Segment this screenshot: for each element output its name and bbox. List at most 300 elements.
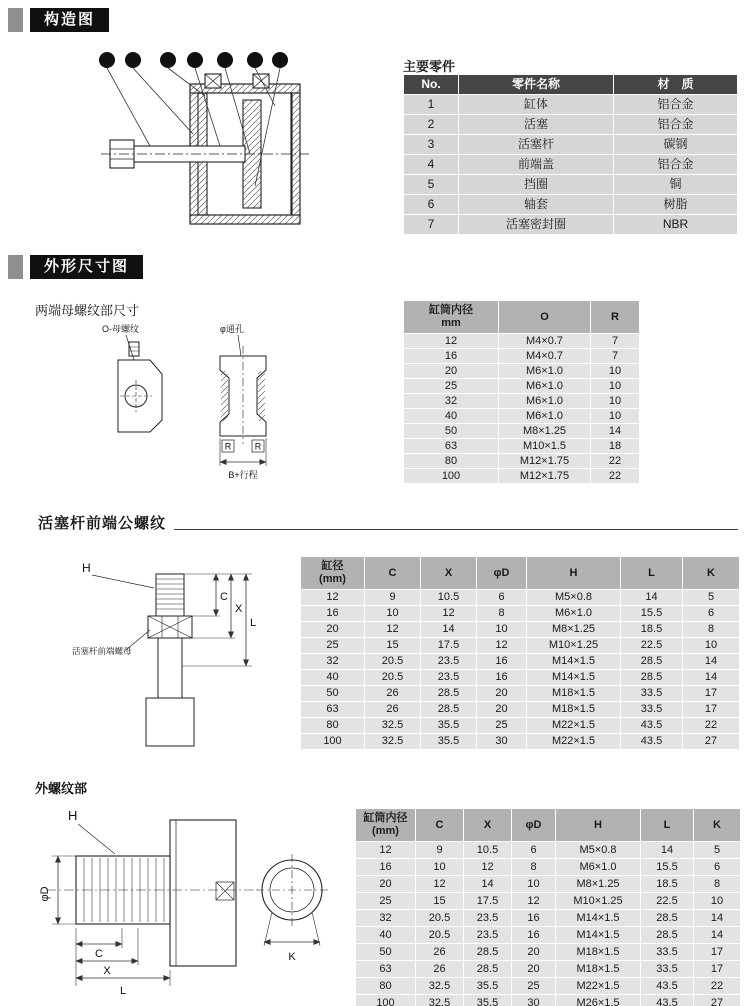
- table-cell: 20: [512, 961, 556, 978]
- table-cell: 16: [404, 349, 499, 364]
- table-cell: M14×1.5: [527, 670, 621, 686]
- table-cell: 22.5: [621, 638, 683, 654]
- r-dim-label: R: [224, 441, 232, 452]
- table-cell: M18×1.5: [527, 686, 621, 702]
- column-header: O: [499, 301, 591, 334]
- k-dim-label: K: [288, 951, 296, 963]
- table-cell: 14: [421, 622, 477, 638]
- table-cell: 16: [512, 927, 556, 944]
- table-row: [356, 961, 741, 978]
- table-cell: 8: [512, 859, 556, 876]
- construction-section-title: 构造图: [30, 8, 109, 32]
- column-header: L: [621, 557, 683, 590]
- table-row: [404, 349, 640, 364]
- x-dim-label: X: [235, 603, 243, 615]
- table-cell: 12: [477, 638, 527, 654]
- table-cell: 6: [404, 195, 459, 215]
- table-cell: 28.5: [621, 670, 683, 686]
- table-row: [301, 590, 740, 606]
- table-row: [301, 654, 740, 670]
- table-cell: 40: [404, 409, 499, 424]
- table-row: [404, 424, 640, 439]
- table-row: [301, 638, 740, 654]
- table-cell: M6×1.0: [556, 859, 641, 876]
- table-cell: 10: [512, 876, 556, 893]
- table-row: [404, 469, 640, 484]
- table-cell: 16: [301, 606, 365, 622]
- table-cell: 7: [404, 215, 459, 235]
- table-cell: 10.5: [464, 842, 512, 859]
- table-cell: 22: [683, 718, 740, 734]
- table-cell: 1: [404, 95, 459, 115]
- column-header: 缸径 (mm): [301, 557, 365, 590]
- table-cell: 5: [404, 175, 459, 195]
- table-row: [404, 364, 640, 379]
- table-cell: 铝合金: [614, 115, 738, 135]
- table-cell: M8×1.25: [527, 622, 621, 638]
- r-dim-label: R: [254, 441, 262, 452]
- callout-number: 3: [104, 55, 110, 67]
- table-cell: 25: [356, 893, 416, 910]
- table-cell: 63: [356, 961, 416, 978]
- section-marker-icon: [8, 8, 23, 32]
- callout-2: [217, 52, 233, 68]
- table-cell: M14×1.5: [527, 654, 621, 670]
- rod-with-nut-drawing: [92, 574, 194, 746]
- h-dim-label: H: [82, 561, 91, 575]
- table-header-row: [404, 75, 738, 95]
- callout-4: [160, 52, 176, 68]
- table-cell: M8×1.25: [499, 424, 591, 439]
- column-header: No.: [404, 75, 459, 95]
- table-cell: 20: [477, 686, 527, 702]
- table-cell: 20.5: [416, 927, 464, 944]
- parts-table: [403, 74, 738, 235]
- table-cell: M22×1.5: [556, 978, 641, 995]
- dimensions-section-title: 外形尺寸图: [30, 255, 143, 279]
- table-cell: 20: [477, 702, 527, 718]
- table-header-row: [301, 557, 740, 590]
- table-cell: M6×1.0: [499, 409, 591, 424]
- column-header: K: [694, 809, 741, 842]
- phi-d-dim-label: φD: [39, 886, 51, 902]
- table-cell: M6×1.0: [499, 394, 591, 409]
- table-cell: 2: [404, 115, 459, 135]
- table-row: [301, 702, 740, 718]
- table-row: [356, 978, 741, 995]
- table-cell: 7: [591, 349, 640, 364]
- table-cell: 63: [301, 702, 365, 718]
- stroke-dim-label: B+行程: [228, 470, 258, 480]
- table-cell: 15: [365, 638, 421, 654]
- table-cell: 17: [683, 686, 740, 702]
- table-cell: 28.5: [464, 961, 512, 978]
- table-cell: M18×1.5: [556, 961, 641, 978]
- table-row: [404, 409, 640, 424]
- table-row: [404, 175, 738, 195]
- table-cell: 32: [356, 910, 416, 927]
- table-cell: 6: [477, 590, 527, 606]
- table-cell: 25: [512, 978, 556, 995]
- female-thread-subtitle: 两端母螺纹部尺寸: [35, 303, 140, 318]
- table-cell: 35.5: [464, 978, 512, 995]
- table-cell: 40: [356, 927, 416, 944]
- table-cell: 树脂: [614, 195, 738, 215]
- table-cell: 20: [356, 876, 416, 893]
- table-cell: 20: [404, 364, 499, 379]
- table-cell: 铝合金: [614, 155, 738, 175]
- table-cell: 100: [356, 995, 416, 1006]
- external-thread-subtitle: 外螺纹部: [35, 781, 88, 796]
- table-cell: 10: [591, 409, 640, 424]
- table-cell: M14×1.5: [556, 910, 641, 927]
- table-cell: 10: [365, 606, 421, 622]
- table-row: [356, 944, 741, 961]
- table-cell: 50: [356, 944, 416, 961]
- table-cell: 15: [416, 893, 464, 910]
- table-row: [356, 842, 741, 859]
- callout-number: 1: [252, 55, 258, 67]
- table-cell: 14: [591, 424, 640, 439]
- table-cell: 20.5: [365, 670, 421, 686]
- table-cell: 10.5: [421, 590, 477, 606]
- table-cell: M5×0.8: [527, 590, 621, 606]
- table-cell: 32: [301, 654, 365, 670]
- table-cell: 15.5: [621, 606, 683, 622]
- male-thread-table: [300, 556, 740, 750]
- column-header: φD: [512, 809, 556, 842]
- table-cell: 43.5: [641, 978, 694, 995]
- table-cell: 6: [694, 859, 741, 876]
- table-cell: 23.5: [464, 910, 512, 927]
- table-cell: 16: [477, 670, 527, 686]
- table-cell: M22×1.5: [527, 734, 621, 750]
- table-cell: 30: [512, 995, 556, 1006]
- table-row: [301, 670, 740, 686]
- table-cell: 100: [301, 734, 365, 750]
- table-cell: 10: [683, 638, 740, 654]
- table-cell: 18.5: [641, 876, 694, 893]
- table-cell: 23.5: [464, 927, 512, 944]
- table-cell: 铜: [614, 175, 738, 195]
- table-cell: 80: [356, 978, 416, 995]
- x-dim-label: X: [103, 965, 111, 977]
- data-table: [403, 74, 738, 235]
- table-cell: 26: [416, 944, 464, 961]
- table-cell: M14×1.5: [556, 927, 641, 944]
- table-cell: 14: [621, 590, 683, 606]
- table-cell: 43.5: [621, 718, 683, 734]
- table-cell: 25: [301, 638, 365, 654]
- table-cell: 33.5: [621, 702, 683, 718]
- table-row: [404, 439, 640, 454]
- table-cell: 缸体: [459, 95, 614, 115]
- table-cell: 14: [683, 670, 740, 686]
- table-cell: 17: [694, 961, 741, 978]
- table-cell: 22: [591, 454, 640, 469]
- table-cell: 20: [512, 944, 556, 961]
- data-table: [300, 556, 740, 750]
- table-cell: 50: [301, 686, 365, 702]
- table-cell: 23.5: [421, 670, 477, 686]
- table-cell: 挡圈: [459, 175, 614, 195]
- table-cell: 26: [416, 961, 464, 978]
- table-cell: 20: [301, 622, 365, 638]
- table-cell: 14: [694, 910, 741, 927]
- table-cell: 17: [694, 944, 741, 961]
- table-cell: 17: [683, 702, 740, 718]
- table-cell: M6×1.0: [499, 379, 591, 394]
- column-header: 缸筒内径 mm: [404, 301, 499, 334]
- table-cell: 10: [694, 893, 741, 910]
- female-thread-diagram: [90, 320, 300, 484]
- table-row: [404, 454, 640, 469]
- column-header: H: [556, 809, 641, 842]
- table-cell: 17.5: [421, 638, 477, 654]
- table-row: [404, 115, 738, 135]
- construction-diagram: [55, 46, 325, 234]
- rod-nut-label: 活塞杆前端螺母: [72, 646, 132, 656]
- table-cell: M10×1.5: [499, 439, 591, 454]
- table-cell: M10×1.25: [556, 893, 641, 910]
- table-cell: 32.5: [416, 978, 464, 995]
- table-row: [301, 622, 740, 638]
- column-header: C: [365, 557, 421, 590]
- table-cell: 28.5: [464, 944, 512, 961]
- table-cell: 8: [694, 876, 741, 893]
- external-thread-diagram: [18, 798, 338, 1004]
- callout-number: 2: [222, 55, 228, 67]
- column-header: L: [641, 809, 694, 842]
- table-row: [356, 910, 741, 927]
- callout-number: 7: [277, 55, 283, 67]
- through-hole-label: φ通孔: [220, 324, 244, 334]
- table-row: [356, 893, 741, 910]
- c-dim-label: C: [95, 948, 103, 960]
- l-dim-label: L: [250, 617, 257, 629]
- table-cell: 35.5: [421, 718, 477, 734]
- table-cell: 18.5: [621, 622, 683, 638]
- table-cell: 活塞密封圈: [459, 215, 614, 235]
- external-thread-table: [355, 808, 741, 1006]
- callout-number: 5: [130, 55, 136, 67]
- callout-1: [247, 52, 263, 68]
- table-cell: 63: [404, 439, 499, 454]
- table-cell: 26: [365, 702, 421, 718]
- female-thread-label: O-母螺纹: [102, 324, 139, 334]
- table-cell: 9: [365, 590, 421, 606]
- data-table: [355, 808, 741, 1006]
- table-cell: 27: [683, 734, 740, 750]
- table-cell: M6×1.0: [499, 364, 591, 379]
- table-cell: 22: [694, 978, 741, 995]
- table-cell: 25: [477, 718, 527, 734]
- male-thread-diagram: [70, 548, 270, 748]
- table-cell: 22.5: [641, 893, 694, 910]
- table-cell: 铝合金: [614, 95, 738, 115]
- table-cell: NBR: [614, 215, 738, 235]
- data-table: [403, 300, 640, 484]
- table-cell: 23.5: [421, 654, 477, 670]
- table-cell: 43.5: [641, 995, 694, 1006]
- table-cell: 18: [591, 439, 640, 454]
- table-cell: 轴套: [459, 195, 614, 215]
- callout-7: [272, 52, 288, 68]
- table-cell: 15.5: [641, 859, 694, 876]
- table-cell: 12: [512, 893, 556, 910]
- column-header: X: [464, 809, 512, 842]
- female-thread-end-view: [118, 335, 162, 432]
- table-row: [404, 95, 738, 115]
- table-row: [404, 379, 640, 394]
- table-row: [301, 606, 740, 622]
- table-cell: M8×1.25: [556, 876, 641, 893]
- cylinder-section-drawing: [101, 74, 311, 224]
- column-header: φD: [477, 557, 527, 590]
- table-cell: 3: [404, 135, 459, 155]
- table-cell: 10: [591, 394, 640, 409]
- table-row: [301, 686, 740, 702]
- table-cell: 14: [694, 927, 741, 944]
- table-cell: M4×0.7: [499, 349, 591, 364]
- table-cell: 40: [301, 670, 365, 686]
- table-cell: 80: [301, 718, 365, 734]
- table-row: [404, 195, 738, 215]
- table-row: [356, 859, 741, 876]
- male-thread-title: 活塞杆前端公螺纹: [38, 515, 167, 532]
- table-cell: 5: [694, 842, 741, 859]
- table-cell: 10: [477, 622, 527, 638]
- table-cell: 8: [477, 606, 527, 622]
- section-header-construction: [8, 8, 109, 32]
- table-row: [301, 718, 740, 734]
- table-cell: 32.5: [416, 995, 464, 1006]
- table-cell: 12: [421, 606, 477, 622]
- column-header: 零件名称: [459, 75, 614, 95]
- column-header: 缸筒内径 (mm): [356, 809, 416, 842]
- table-cell: 20.5: [416, 910, 464, 927]
- table-cell: M18×1.5: [556, 944, 641, 961]
- table-row: [356, 995, 741, 1006]
- table-row: [404, 155, 738, 175]
- table-cell: 100: [404, 469, 499, 484]
- table-cell: 16: [477, 654, 527, 670]
- column-header: K: [683, 557, 740, 590]
- table-cell: 27: [694, 995, 741, 1006]
- table-cell: 17.5: [464, 893, 512, 910]
- column-header: 材 质: [614, 75, 738, 95]
- table-cell: 28.5: [421, 686, 477, 702]
- table-cell: 碳钢: [614, 135, 738, 155]
- table-cell: 26: [365, 686, 421, 702]
- table-cell: 6: [512, 842, 556, 859]
- table-cell: 25: [404, 379, 499, 394]
- table-cell: 活塞杆: [459, 135, 614, 155]
- column-header: R: [591, 301, 640, 334]
- table-cell: M12×1.75: [499, 469, 591, 484]
- column-header: X: [421, 557, 477, 590]
- callout-6: [187, 52, 203, 68]
- table-cell: 活塞: [459, 115, 614, 135]
- table-row: [404, 135, 738, 155]
- table-cell: 10: [591, 379, 640, 394]
- column-header: C: [416, 809, 464, 842]
- table-cell: 12: [301, 590, 365, 606]
- table-cell: 30: [477, 734, 527, 750]
- callout-number: 4: [165, 55, 171, 67]
- table-row: [404, 334, 640, 349]
- table-cell: 80: [404, 454, 499, 469]
- callout-balloons: [99, 52, 288, 68]
- table-cell: 28.5: [621, 654, 683, 670]
- l-dim-label: L: [119, 985, 127, 997]
- table-cell: M12×1.75: [499, 454, 591, 469]
- table-cell: 20.5: [365, 654, 421, 670]
- table-cell: 前端盖: [459, 155, 614, 175]
- table-row: [301, 734, 740, 750]
- table-cell: 28.5: [421, 702, 477, 718]
- callout-3: [99, 52, 115, 68]
- table-cell: 12: [404, 334, 499, 349]
- table-cell: 33.5: [641, 944, 694, 961]
- table-row: [356, 876, 741, 893]
- table-header-row: [404, 301, 640, 334]
- table-cell: 32: [404, 394, 499, 409]
- callout-5: [125, 52, 141, 68]
- table-cell: M18×1.5: [527, 702, 621, 718]
- table-cell: 33.5: [621, 686, 683, 702]
- table-cell: 5: [683, 590, 740, 606]
- table-cell: M4×0.7: [499, 334, 591, 349]
- table-cell: M6×1.0: [527, 606, 621, 622]
- table-row: [404, 394, 640, 409]
- table-cell: 12: [464, 859, 512, 876]
- table-cell: 35.5: [421, 734, 477, 750]
- female-thread-table: [403, 300, 640, 484]
- table-cell: 22: [591, 469, 640, 484]
- table-cell: 12: [416, 876, 464, 893]
- column-header: H: [527, 557, 621, 590]
- table-cell: 50: [404, 424, 499, 439]
- parts-table-title: 主要零件: [403, 59, 456, 74]
- table-cell: 14: [464, 876, 512, 893]
- table-row: [356, 927, 741, 944]
- table-cell: 28.5: [641, 927, 694, 944]
- table-cell: M10×1.25: [527, 638, 621, 654]
- table-cell: M22×1.5: [527, 718, 621, 734]
- section-header-dimensions: [8, 255, 143, 279]
- table-cell: 33.5: [641, 961, 694, 978]
- table-cell: 16: [512, 910, 556, 927]
- table-cell: 14: [641, 842, 694, 859]
- table-cell: 14: [683, 654, 740, 670]
- male-thread-heading: [38, 512, 738, 533]
- table-cell: 32.5: [365, 734, 421, 750]
- table-cell: 10: [591, 364, 640, 379]
- callout-number: 6: [192, 55, 198, 67]
- table-cell: 16: [356, 859, 416, 876]
- table-cell: 4: [404, 155, 459, 175]
- table-cell: M5×0.8: [556, 842, 641, 859]
- table-cell: 12: [365, 622, 421, 638]
- table-cell: 7: [591, 334, 640, 349]
- table-cell: 6: [683, 606, 740, 622]
- table-cell: 10: [416, 859, 464, 876]
- table-cell: 12: [356, 842, 416, 859]
- c-dim-label: C: [220, 591, 228, 603]
- table-cell: 8: [683, 622, 740, 638]
- table-cell: 32.5: [365, 718, 421, 734]
